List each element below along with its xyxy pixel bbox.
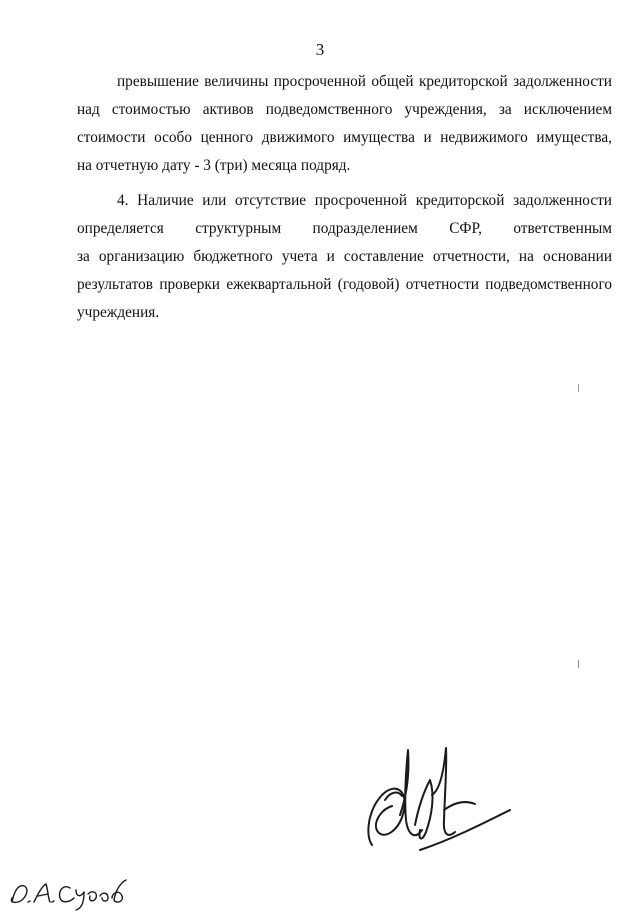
paragraph-continuation (77, 68, 612, 180)
page-number: 3 (315, 40, 325, 59)
handwritten-name-image (4, 872, 134, 912)
text-line: превышение величины просроченной общей кредиторской задолженности (117, 73, 612, 90)
text-line: за организацию бюджетного учета и составление отчетности, на основании (77, 248, 612, 265)
signature-image (360, 740, 520, 865)
text-line: стоимости особо ценного движимого имущества и недвижимого имущества, (77, 129, 612, 146)
scan-artifact (578, 660, 579, 668)
paragraph-item-4 (77, 187, 612, 327)
text-line: 4. Наличие или отсутствие просроченной кредиторской задолженности (117, 192, 612, 209)
text-line: определяется структурным подразделением СФР, ответственным (77, 220, 612, 237)
text-line: результатов проверки ежеквартальной (годовой) отчетности подведомственного (77, 276, 612, 293)
text-line: на отчетную дату - 3 (три) месяца подряд. (77, 157, 351, 174)
text-line: учреждения. (77, 304, 160, 321)
text-line: над стоимостью активов подведомственного учреждения, за исключением (77, 101, 612, 118)
scan-artifact (578, 384, 579, 392)
document-body (77, 68, 612, 327)
